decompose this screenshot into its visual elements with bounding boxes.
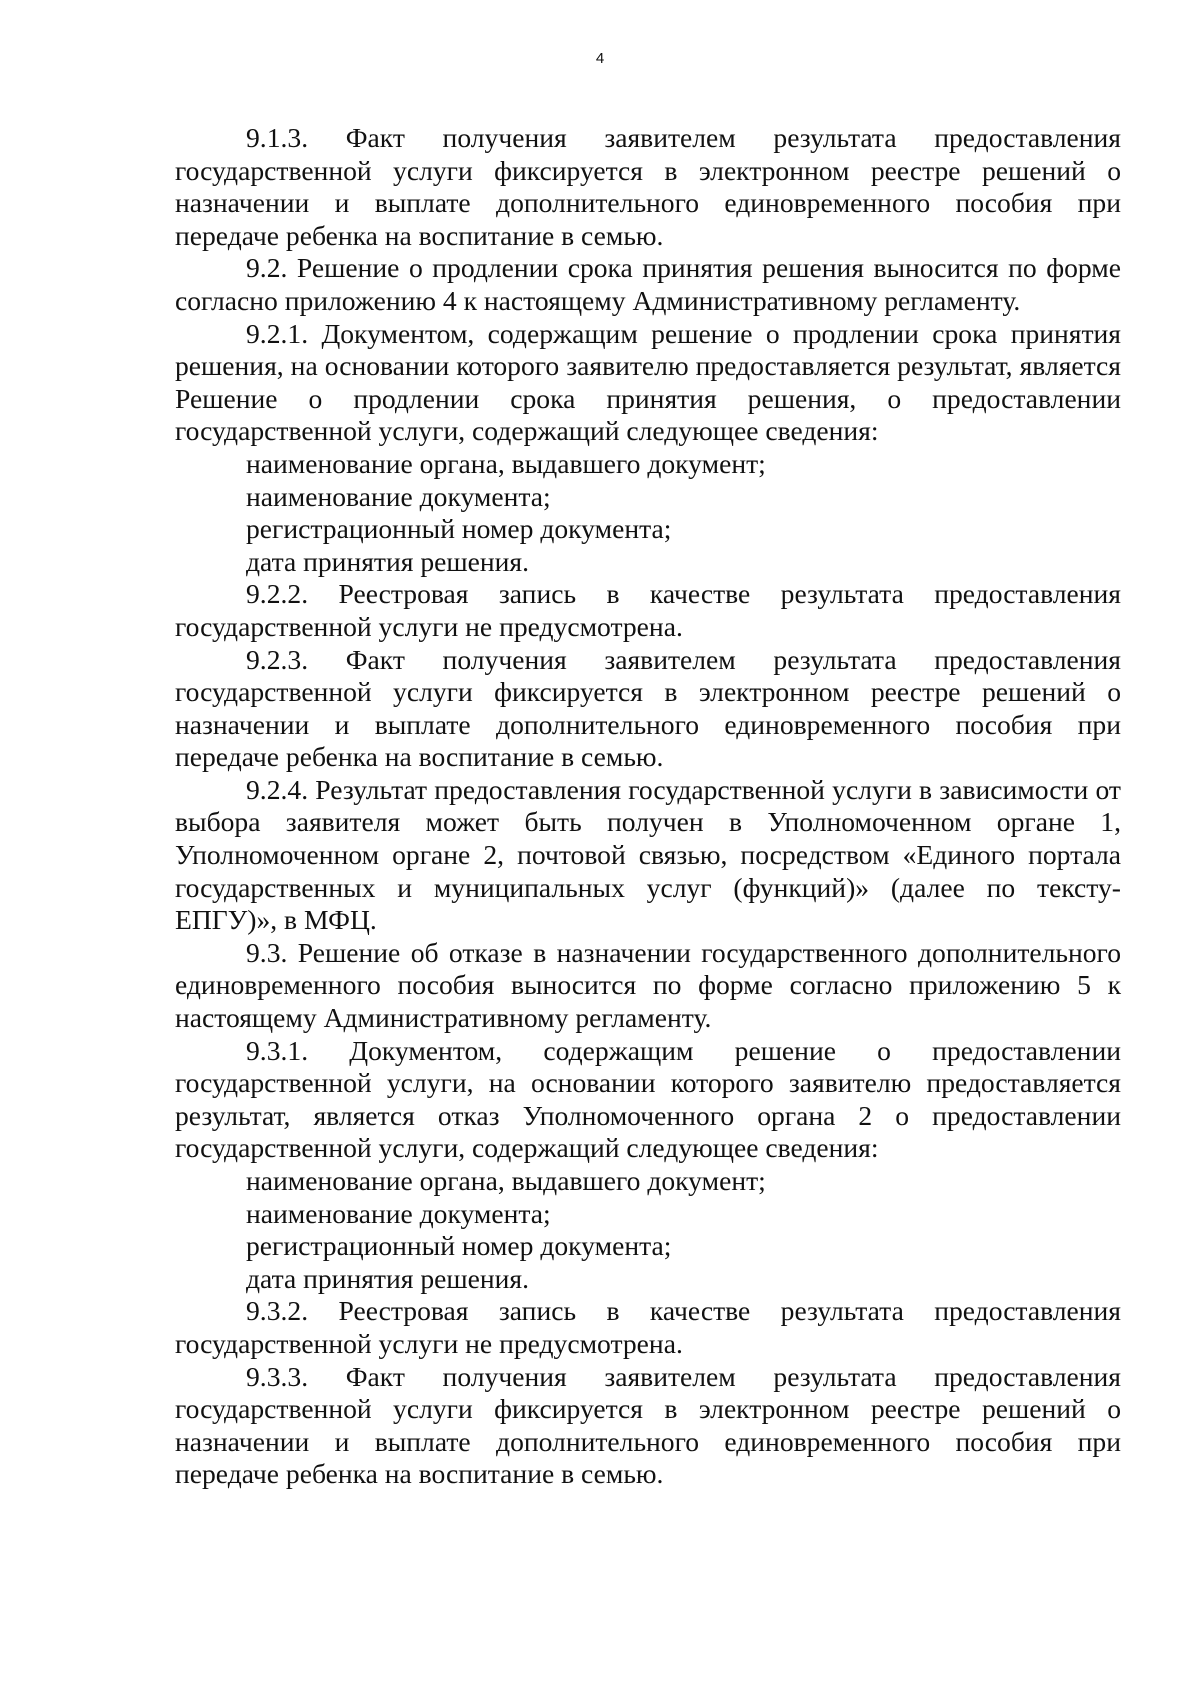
list-item: наименование документа; [246, 480, 551, 512]
list-item: наименование органа, выдавшего документ; [246, 447, 766, 479]
document-body [175, 122, 1121, 1491]
list-item: регистрационный номер документа; [246, 1230, 672, 1262]
list-item: дата принятия решения. [246, 1262, 529, 1294]
paragraph-9-2-4: 9.2.4. Результат предоставления государственной услуги в зависимости от выбора заявителя может быть получен в Уполномоченном органе 1, Уполномоченном органе 2, почтовой связью, посредством «Единого портала государственных и муниципальных услуг (функций)» (далее по тексту- ЕПГУ)», в МФЦ. [175, 773, 1121, 936]
paragraph-9-2-2: 9.2.2. Реестровая запись в качестве результата предоставления государственной услуги не предусмотрена. [175, 578, 1121, 642]
paragraph-9-3: 9.3. Решение об отказе в назначении государственного дополнительного единовременного пособия выносится по форме согласно приложению 5 к настоящему Административному регламенту. [175, 936, 1121, 1034]
paragraph-9-3-3: 9.3.3. Факт получения заявителем результата предоставления государственной услуги фиксируется в электронном реестре решений о назначении и выплате дополнительного единовременного пособия при передаче ребенка на воспитание в семью. [175, 1360, 1121, 1490]
paragraph-9-3-1: 9.3.1. Документом, содержащим решение о предоставлении государственной услуги, на основании которого заявителю предоставляется результат, является отказ Уполномоченного органа 2 о предоставлении государственной услуги, содержащий следующее сведения: [175, 1034, 1121, 1164]
list-item: дата принятия решения. [246, 545, 529, 577]
page-number: 4 [595, 50, 605, 67]
list-item: наименование органа, выдавшего документ; [246, 1165, 766, 1196]
list-item: регистрационный номер документа; [246, 513, 672, 545]
paragraph-9-2-3: 9.2.3. Факт получения заявителем результата предоставления государственной услуги фиксируется в электронном реестре решений о назначении и выплате дополнительного единовременного пособия при передаче ребенка на воспитание в семью. [175, 643, 1121, 773]
paragraph-9-2: 9.2. Решение о продлении срока принятия решения выносится по форме согласно приложению 4 к настоящему Административному регламенту. [175, 252, 1121, 316]
paragraph-9-1-3: 9.1.3. Факт получения заявителем результата предоставления государственной услуги фиксируется в электронном реестре решений о назначении и выплате дополнительного единовременного пособия при передаче ребенка на воспитание в семью. [175, 122, 1121, 251]
list-item: наименование документа; [246, 1197, 551, 1229]
paragraph-9-3-2: 9.3.2. Реестровая запись в качестве результата предоставления государственной услуги не предусмотрена. [175, 1295, 1121, 1359]
paragraph-9-2-1: 9.2.1. Документом, содержащим решение о продлении срока принятия решения, на основании которого заявителю предоставляется результат, является Решение о продлении срока принятия решения, о предоставлении государственной услуги, содержащий следующее сведения: [175, 317, 1121, 447]
